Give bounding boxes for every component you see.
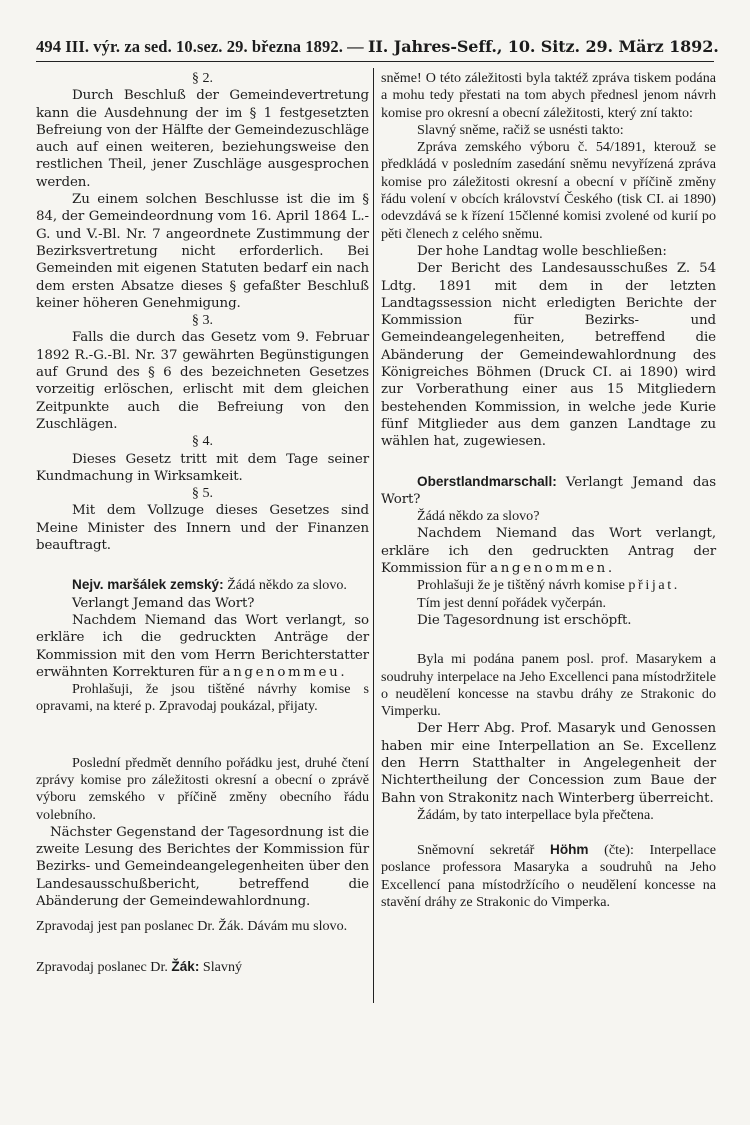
spacer — [381, 824, 716, 841]
header-separator: — — [347, 37, 364, 56]
oberst-czech-question: Žádá někdo za slovo? — [417, 508, 540, 525]
left-column — [36, 70, 369, 976]
header-czech: 494 III. výr. za sed. 10.sez. 29. března 1892. — [36, 37, 343, 56]
marshal-statement — [36, 576, 369, 594]
section-4-title: § 4. — [191, 433, 214, 450]
section-2-paragraph-2: Zu einem solchen Beschlusse ist die im § 84, der Gemeindeordnung vom 16. April 1864 L.-G. und V.-Bl. Nr. 7 angeordnete Zustimmung der Bezirksvertretung nicht erforderlich. Bei Gemeinden mit eigenen Statuten bedarf ein nach dem ersten Absatze dieses § gefaßter Beschluß keiner höheren Genehmigung. — [36, 192, 369, 311]
marshal-german-question: Verlangt Jemand das Wort? — [72, 595, 255, 611]
secretary-title: Sněmovní sekretář — [417, 842, 535, 859]
right-column — [381, 70, 716, 911]
spacer — [36, 936, 369, 958]
section-5-paragraph: Mit dem Vollzuge dieses Gesetzes sind Meine Minister des Innern und der Finanzen beauftragt. — [36, 503, 369, 554]
marshal-czech-declaration: Prohlašuji, že jsou tištěné návrhy komise s opravami, na které p. Zpravodaj poukázal, přijaty. — [36, 681, 369, 715]
marshal-german-declaration — [36, 612, 369, 681]
page-header — [36, 37, 719, 57]
motion-text-czech: Zpráva zemského výboru č. 54/1891, kterouž se předkládá v posledním zasedání sněmu nevyřízená zpráva komise pro záležitosti okresní a obecní v příčině změny řádu volení v obcích království Českého (tisk CI. ai 1890) odevzdává se k řízení 15členné komisi zvolené od kurií po pěti členech z celého sněmu. — [381, 139, 716, 242]
secretary-reading — [381, 841, 716, 911]
oberst-question: Verlangt Jemand das Wort? — [381, 474, 716, 507]
rapporteur-name: Žák: — [171, 958, 200, 974]
spacer — [36, 716, 369, 738]
czech-declaration — [381, 577, 716, 594]
column-divider — [373, 68, 374, 1003]
section-2-paragraph-1: Durch Beschluß der Gemeindevertretung kann die Ausdehnung der im § 1 festgesetzten Befreiung von der Hälfte der Gemeindezuschläge auch auf einen weiteren, beziehungsweise den restlichen Theil, jener Zuschläge ausgesprochen werden. — [36, 88, 369, 190]
speaker-oberstlandmarschall: Oberstlandmarschall: — [417, 473, 557, 489]
oberst-german-declaration — [381, 525, 716, 577]
secretary-name: Höhm — [550, 842, 589, 858]
header-rule — [36, 61, 714, 62]
motion-intro-german: Der hohe Landtag wolle beschließen: — [417, 243, 667, 259]
next-item-czech: Poslední předmět denního pořádku jest, druhé čtení zprávy komise pro záležitosti okresní a obecní o zprávě výboru zemského v příčině změny obecního řádu volebního. — [36, 754, 369, 823]
agenda-complete-german: Die Tagesordnung ist erschöpft. — [417, 612, 632, 628]
oberstlandmarschall-statement — [381, 473, 716, 509]
oberst-german-declaration-text: Nachdem Niemand das Wort verlangt, erkläre ich den gedruckten Antrag der Kommission für — [381, 526, 716, 577]
header-german: II. Jahres-Seff., 10. Sitz. 29. März 1892. — [368, 37, 719, 56]
rapporteur-speech-start — [36, 958, 369, 976]
spacer — [381, 451, 716, 473]
marshal-text: Žádá někdo za slovo. — [227, 577, 347, 594]
marshal-german-accepted: angenommeu. — [222, 664, 348, 680]
speaker-marshal: Nejv. maršálek zemský: — [72, 577, 224, 593]
next-item-german: Nächster Gegenstand der Tagesordnung ist die zweite Lesung des Berichtes der Kommission für Bezirks- und Gemeindeangelegenheiten über den Landesausschußbericht, betreffend die Abänderung der Gemeindewahlordnung. — [36, 824, 369, 910]
spacer — [36, 738, 369, 755]
spacer — [36, 554, 369, 576]
secretary-interpellation-text: (čte): Interpellace poslance professora Masaryka a soudruhů na Jeho Excellencí pana místodržícího o neudělení koncesse na stavění dráhy ze Strakonic do Vimperka. — [381, 842, 716, 911]
section-3-paragraph: Falls die durch das Gesetz vom 9. Februar 1892 R.-G.-Bl. Nr. 37 gewährten Begünstigungen auf Grund des § 6 des bezeichneten Gesetzes vorzeitig erlöschen, erlischt mit dem gleichen Zeitpunkte auch die Befreiung von den Zuschlägen. — [36, 330, 369, 432]
oberst-german-accepted: angenommen. — [490, 561, 615, 577]
czech-declaration-accepted: přijat. — [628, 577, 680, 594]
agenda-complete-czech: Tím jest denní pořádek vyčerpán. — [417, 594, 607, 611]
motion-text-german: Der Bericht des Landesausschußes Z. 54 Ldtg. 1891 mit dem in der letzten Landtagssession nicht erledigten Berichte der Kommission für Bezirks- und Gemeindeangelegenheiten, betreffend die Abänderung der Gemeindewahlordnung des Königreiches Böhmen (Druck CI. ai 1890) wird zur Vorberathung einer aus 15 Mitgliedern bestehenden Kommission, in welche jede Kurie fünf Mitglieder aus dem ganzen Landtage zu wählen hat, zugewiesen. — [381, 261, 716, 450]
rapporteur-speech-continued: sněme! O této záležitosti byla taktéž zpráva tiskem podána a mohu tedy přestati na tom abych přednesl jenom návrh komise pro okresní a obecní záležitosti, který zní takto: — [381, 70, 716, 121]
section-3-title: § 3. — [191, 312, 214, 329]
section-5-title: § 5. — [191, 485, 214, 502]
czech-declaration-text: Prohlašuji že je tištěný návrh komise — [417, 577, 625, 594]
interpellation-german: Der Herr Abg. Prof. Masaryk und Genossen haben mir eine Interpellation an Se. Excellenz den Herrn Statthalter in Angelegenheit der Nichtertheilung der Concession zum Baue der Bahn von Strakonitz nach Winterberg überreicht. — [381, 721, 716, 806]
section-4-paragraph: Dieses Gesetz tritt mit dem Tage seiner Kundmachung in Wirksamkeit. — [36, 451, 369, 484]
rapporteur-announcement: Zpravodaj jest pan poslanec Dr. Žák. Dávám mu slovo. — [36, 918, 348, 935]
spacer — [381, 629, 716, 651]
section-2-title: § 2. — [191, 70, 214, 86]
motion-intro-czech: Slavný sněme, račiž se usnésti takto: — [417, 121, 624, 138]
reading-request: Žádám, by tato interpellace byla přečtena. — [417, 806, 654, 823]
interpellation-czech: Byla mi podána panem posl. prof. Masarykem a soudruhy interpelace na Jeho Excellenci pana místodržitele o neudělení koncesse na stavbu dráhy ze Strakonic do Vimperku. — [381, 651, 716, 720]
rapporteur-title: Zpravodaj poslanec Dr. — [36, 958, 168, 975]
rapporteur-speech-text: Slavný — [202, 958, 243, 975]
marshal-german-declaration-text: Nachdem Niemand das Wort verlangt, so erkläre ich die gedruckten Anträge der Kommission mit den vom Herrn Berichterstatter erwähnten Korrekturen für — [36, 612, 369, 680]
